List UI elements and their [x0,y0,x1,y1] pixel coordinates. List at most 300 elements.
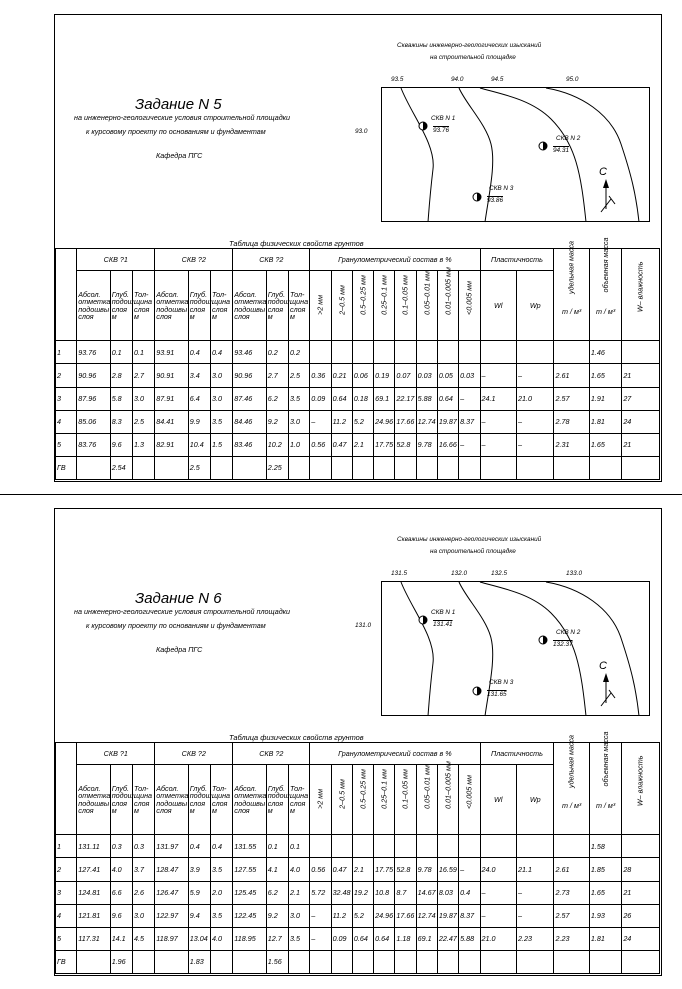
hdr-fraction: 0.25–0.1 мм [374,765,395,835]
hdr-fraction: 0.1–0.05 мм [395,765,416,835]
cell-g3: 4.1 [266,858,288,881]
cell-g3: 2.7 [266,364,288,387]
contour-label: 132.0 [451,570,467,577]
cell-f5 [395,341,416,364]
cell-f2: 0.47 [331,858,352,881]
cell-t1: 0.1 [132,341,154,364]
layer-number: 1 [56,341,77,364]
cell-t1: 3.0 [132,387,154,410]
hdr-thick: Тол- щина слоя м [289,765,310,835]
cell-f3: 19.2 [352,881,373,904]
cell-t1: 2.6 [132,881,154,904]
gv-label: ГВ [56,456,77,479]
cell-w: 21 [622,433,660,456]
cell-wl: 24.1 [480,387,516,410]
cell-t2: 3.0 [210,364,232,387]
hdr-fraction: 0.5–0.25 мм [352,765,373,835]
hdr-depth: Глуб. подош. слоя м [266,271,288,341]
cell-a3: 127.55 [233,858,266,881]
cell-f7 [437,341,458,364]
table-row [56,858,660,881]
cell-r: 1.81 [589,927,621,950]
map-title-1: Скважины инженерно-геологических изысканий [397,42,542,49]
gv-depth: 2.25 [266,456,288,479]
cell-g3: 6.2 [266,881,288,904]
cell-wp: – [516,410,553,433]
hdr-depth: Глуб. подош. слоя м [110,765,132,835]
cell-a2: 90.91 [155,364,188,387]
hdr-bulk-mass: объемная масса т / м³ [589,743,621,835]
cell-a3: 83.46 [233,433,266,456]
hdr-thick: Тол- щина слоя м [132,765,154,835]
cell-f3: 0.06 [352,364,373,387]
hdr-abs: Абсол. отметка подошвы слоя [77,765,110,835]
hdr-skv2: СКВ ?2 [155,743,233,765]
cell-f8: 0.4 [459,881,480,904]
hdr-fraction: >2 мм [310,271,331,341]
hdr-skv3: СКВ ?2 [233,743,310,765]
borehole-name: СКВ N 2 [556,135,581,142]
cell-f7: 19.87 [437,410,458,433]
department: Кафедра ПГС [156,151,203,160]
cell-w [622,835,660,858]
cell-f4 [374,835,395,858]
hdr-fraction: <0.005 мм [459,765,480,835]
cell-wp [516,835,553,858]
cell-wl: – [480,904,516,927]
cell-wl: – [480,410,516,433]
cell-a2: 126.47 [155,881,188,904]
cell-f8 [459,835,480,858]
hdr-fraction: <0.005 мм [459,271,480,341]
cell-wp: – [516,904,553,927]
cell-t2: 4.0 [210,927,232,950]
cell-rs: 2.73 [554,881,589,904]
hdr-skv1: СКВ ?1 [77,743,155,765]
gv-depth: 1.96 [110,950,132,973]
hdr-fraction: 0.01–0.005 мм [437,765,458,835]
cell-g1: 0.3 [110,835,132,858]
cell-f6: 69.1 [416,927,437,950]
hdr-abs: Абсол. отметка подошвы слоя [77,271,110,341]
borehole-name: СКВ N 3 [489,185,514,192]
layer-number: 5 [56,433,77,456]
cell-f7 [437,835,458,858]
cell-f1 [310,835,331,858]
layer-number: 4 [56,904,77,927]
department: Кафедра ПГС [156,645,203,654]
cell-f2: 0.64 [331,387,352,410]
col-n [56,249,77,341]
sheet-separator [0,494,682,495]
cell-g3: 9.2 [266,904,288,927]
cell-t3: 2.5 [289,364,310,387]
cell-rs: 2.61 [554,858,589,881]
table-row [56,410,660,433]
hdr-specific-mass: удельная масса т / м³ [554,249,589,341]
cell-a1: 85.06 [77,410,110,433]
assignment-subtitle-1: на инженерно-геологические условия строительной площадки [74,607,291,616]
cell-g3: 10.2 [266,433,288,456]
cell-g1: 5.8 [110,387,132,410]
cell-wl: – [480,364,516,387]
cell-f6 [416,835,437,858]
map-title-1: Скважины инженерно-геологических изысканий [397,536,542,543]
cell-rs: 2.23 [554,927,589,950]
cell-wl: 21.0 [480,927,516,950]
contour-label: 94.5 [491,76,504,83]
cell-f6: 12.74 [416,904,437,927]
table-row [56,341,660,364]
borehole-elev: 93.86 [487,197,503,204]
cell-f1 [310,341,331,364]
layer-number: 5 [56,927,77,950]
cell-f5 [395,835,416,858]
assignment-title: Задание N 5 [135,96,222,113]
hdr-granulometry: Гранулометрический состав в % [310,743,480,765]
cell-g3: 0.1 [266,835,288,858]
cell-rs: 2.57 [554,904,589,927]
contour-line [401,582,433,716]
cell-g1: 9.6 [110,433,132,456]
gv-depth: 1.83 [188,950,210,973]
cell-f7: 8.03 [437,881,458,904]
cell-w: 27 [622,387,660,410]
cell-f2 [331,835,352,858]
cell-g2: 9.4 [188,904,210,927]
cell-rs [554,341,589,364]
hdr-skv2: СКВ ?2 [155,249,233,271]
cell-f5: 17.66 [395,410,416,433]
layer-number: 3 [56,387,77,410]
cell-wl: – [480,433,516,456]
cell-g1: 6.6 [110,881,132,904]
cell-w: 21 [622,881,660,904]
cell-rs: 2.57 [554,387,589,410]
layer-number: 2 [56,858,77,881]
hdr-depth: Глуб. подош. слоя м [110,271,132,341]
cell-f6: 12.74 [416,410,437,433]
cell-f2: 0.21 [331,364,352,387]
hdr-wl: Wl [480,765,516,835]
cell-g2: 0.4 [188,341,210,364]
cell-f5: 0.07 [395,364,416,387]
cell-f2: 11.2 [331,904,352,927]
cell-f3 [352,835,373,858]
cell-t3: 3.0 [289,904,310,927]
hdr-thick: Тол- щина слоя м [132,271,154,341]
north-label: С [599,660,607,672]
cell-r: 1.65 [589,433,621,456]
cell-wl: 24.0 [480,858,516,881]
hdr-fraction: 0.01–0.005 мм [437,271,458,341]
cell-t3: 3.0 [289,410,310,433]
cell-a2: 87.91 [155,387,188,410]
cell-a2: 93.91 [155,341,188,364]
cell-f7: 16.59 [437,858,458,881]
cell-f4 [374,341,395,364]
cell-f8: 8.37 [459,410,480,433]
table-row [56,433,660,456]
cell-g2: 13.04 [188,927,210,950]
cell-t1: 3.0 [132,904,154,927]
hdr-fraction: >2 мм [310,765,331,835]
cell-t1: 3.7 [132,858,154,881]
cell-f8: 8.37 [459,904,480,927]
site-map-drawing [381,568,650,716]
cell-f3: 5.2 [352,410,373,433]
cell-f4: 17.75 [374,433,395,456]
cell-t1: 2.7 [132,364,154,387]
contour-line [546,582,639,716]
cell-t3: 4.0 [289,858,310,881]
cell-w [622,341,660,364]
hdr-skv3: СКВ ?2 [233,249,310,271]
cell-rs: 2.78 [554,410,589,433]
cell-f5: 1.18 [395,927,416,950]
cell-t3: 3.5 [289,387,310,410]
cell-r: 1.65 [589,364,621,387]
cell-f5: 52.8 [395,433,416,456]
cell-a3: 131.55 [233,835,266,858]
gv-depth: 2.5 [188,456,210,479]
hdr-fraction: 0.1–0.05 мм [395,271,416,341]
cell-f1: 0.56 [310,433,331,456]
cell-wl [480,835,516,858]
contour-label: 133.0 [566,570,582,577]
cell-f5: 52.8 [395,858,416,881]
cell-g1: 9.6 [110,904,132,927]
contour-label: 132.5 [491,570,507,577]
cell-a3: 93.46 [233,341,266,364]
layer-number: 4 [56,410,77,433]
cell-f3: 0.18 [352,387,373,410]
cell-a2: 128.47 [155,858,188,881]
cell-r: 1.81 [589,410,621,433]
cell-r: 1.46 [589,341,621,364]
contour-label: 93.0 [355,128,368,135]
assignment-subtitle-2: к курсовому проекту по основаниям и фундаментам [86,127,266,136]
cell-g1: 8.3 [110,410,132,433]
cell-f3: 2.1 [352,858,373,881]
hdr-fraction: 2–0.5 мм [331,765,352,835]
cell-rs: 2.31 [554,433,589,456]
cell-g2: 3.4 [188,364,210,387]
cell-t2: 3.5 [210,410,232,433]
hdr-bulk-mass: объемная масса т / м³ [589,249,621,341]
cell-a1: 117.31 [77,927,110,950]
cell-f6: 0.03 [416,364,437,387]
cell-w: 21 [622,364,660,387]
cell-f6: 9.78 [416,858,437,881]
cell-f7: 16.66 [437,433,458,456]
cell-rs: 2.61 [554,364,589,387]
table-row [56,881,660,904]
cell-a3: 84.46 [233,410,266,433]
hdr-specific-mass: удельная масса т / м³ [554,743,589,835]
borehole-name: СКВ N 3 [489,679,514,686]
hdr-fraction: 0.5–0.25 мм [352,271,373,341]
map-title-2: на строительной площадке [430,54,516,61]
cell-t3: 2.1 [289,881,310,904]
cell-g2: 5.9 [188,881,210,904]
cell-f1: – [310,410,331,433]
cell-a1: 127.41 [77,858,110,881]
cell-w: 26 [622,904,660,927]
hdr-depth: Глуб. подош. слоя м [188,271,210,341]
cell-r: 1.65 [589,881,621,904]
borehole-elev: 132.37 [553,641,573,648]
cell-f1: – [310,904,331,927]
cell-a2: 118.97 [155,927,188,950]
gv-label: ГВ [56,950,77,973]
cell-a3: 122.45 [233,904,266,927]
cell-wp: 21.1 [516,858,553,881]
cell-g1: 14.1 [110,927,132,950]
cell-t2: 1.5 [210,433,232,456]
cell-f4: 10.8 [374,881,395,904]
table-row [56,387,660,410]
contour-label: 131.0 [355,622,371,629]
cell-g1: 2.8 [110,364,132,387]
cell-g2: 9.9 [188,410,210,433]
layer-number: 3 [56,881,77,904]
borehole-name: СКВ N 1 [431,609,456,616]
cell-a2: 131.97 [155,835,188,858]
cell-f4: 17.75 [374,858,395,881]
cell-t3: 0.1 [289,835,310,858]
cell-wp: – [516,433,553,456]
cell-r: 1.85 [589,858,621,881]
cell-wp: – [516,881,553,904]
gv-depth: 2.54 [110,456,132,479]
borehole-elev: 93.76 [433,127,449,134]
cell-f2: 11.2 [331,410,352,433]
cell-g2: 6.4 [188,387,210,410]
cell-a3: 125.45 [233,881,266,904]
cell-f7: 19.87 [437,904,458,927]
col-n [56,743,77,835]
cell-f4: 24.96 [374,410,395,433]
cell-w: 24 [622,410,660,433]
hdr-abs: Абсол. отметка подошвы слоя [155,765,188,835]
cell-w: 24 [622,927,660,950]
cell-f3: 0.64 [352,927,373,950]
cell-f2: 32.48 [331,881,352,904]
cell-g1: 0.1 [110,341,132,364]
cell-g3: 6.2 [266,387,288,410]
cell-a1: 131.11 [77,835,110,858]
hdr-fraction: 0.05–0.01 мм [416,765,437,835]
cell-f5: 8.7 [395,881,416,904]
hdr-moisture: W– влажность [622,743,660,835]
cell-f3: 2.1 [352,433,373,456]
cell-a1: 124.81 [77,881,110,904]
cell-t1: 0.3 [132,835,154,858]
cell-t2: 2.0 [210,881,232,904]
cell-wp: 2.23 [516,927,553,950]
assignment-title: Задание N 6 [135,590,222,607]
layer-number: 2 [56,364,77,387]
cell-wl [480,341,516,364]
cell-f8: – [459,858,480,881]
cell-f5: 17.66 [395,904,416,927]
cell-t2: 3.5 [210,858,232,881]
hdr-moisture: W– влажность [622,249,660,341]
cell-a1: 87.96 [77,387,110,410]
cell-f8: 0.03 [459,364,480,387]
cell-t2: 0.4 [210,835,232,858]
hdr-fraction: 2–0.5 мм [331,271,352,341]
borehole-name: СКВ N 2 [556,629,581,636]
borehole-elev: 131.41 [433,621,453,628]
hdr-thick: Тол- щина слоя м [210,271,232,341]
contour-label: 131.5 [391,570,407,577]
cell-g1: 4.0 [110,858,132,881]
gv-depth: 1.56 [266,950,288,973]
cell-w: 28 [622,858,660,881]
cell-f1: 0.56 [310,858,331,881]
cell-a1: 90.96 [77,364,110,387]
cell-f6 [416,341,437,364]
cell-g3: 0.2 [266,341,288,364]
cell-f6: 14.67 [416,881,437,904]
cell-a3: 87.46 [233,387,266,410]
borehole-name: СКВ N 1 [431,115,456,122]
hdr-thick: Тол- щина слоя м [289,271,310,341]
hdr-wp: Wp [516,271,553,341]
contour-line [401,88,433,222]
cell-f7: 0.64 [437,387,458,410]
cell-g3: 9.2 [266,410,288,433]
hdr-plasticity: Пластичность [480,743,554,765]
cell-t2: 3.5 [210,904,232,927]
table-row [56,364,660,387]
borehole-elev: 94.31 [553,147,569,154]
hdr-thick: Тол- щина слоя м [210,765,232,835]
contour-line [546,88,639,222]
cell-f6: 5.88 [416,387,437,410]
cell-g3: 12.7 [266,927,288,950]
table-row [56,904,660,927]
hdr-depth: Глуб. подош. слоя м [266,765,288,835]
cell-rs [554,835,589,858]
cell-t2: 0.4 [210,341,232,364]
cell-t2: 3.0 [210,387,232,410]
hdr-depth: Глуб. подош. слоя м [188,765,210,835]
cell-f7: 22.47 [437,927,458,950]
table-row [56,927,660,950]
cell-f2 [331,341,352,364]
hdr-abs: Абсол. отметка подошвы слоя [155,271,188,341]
cell-wp: – [516,364,553,387]
cell-f5: 22.17 [395,387,416,410]
cell-wp [516,341,553,364]
hdr-wl: Wl [480,271,516,341]
cell-f4: 69.1 [374,387,395,410]
cell-f1: 0.36 [310,364,331,387]
cell-g2: 0.4 [188,835,210,858]
site-map [355,74,650,222]
cell-f8: – [459,387,480,410]
cell-t1: 1.3 [132,433,154,456]
cell-wl: – [480,881,516,904]
cell-t3: 1.0 [289,433,310,456]
cell-f3: 5.2 [352,904,373,927]
cell-f8 [459,341,480,364]
hdr-fraction: 0.25–0.1 мм [374,271,395,341]
assignment-subtitle-2: к курсовому проекту по основаниям и фундаментам [86,621,266,630]
